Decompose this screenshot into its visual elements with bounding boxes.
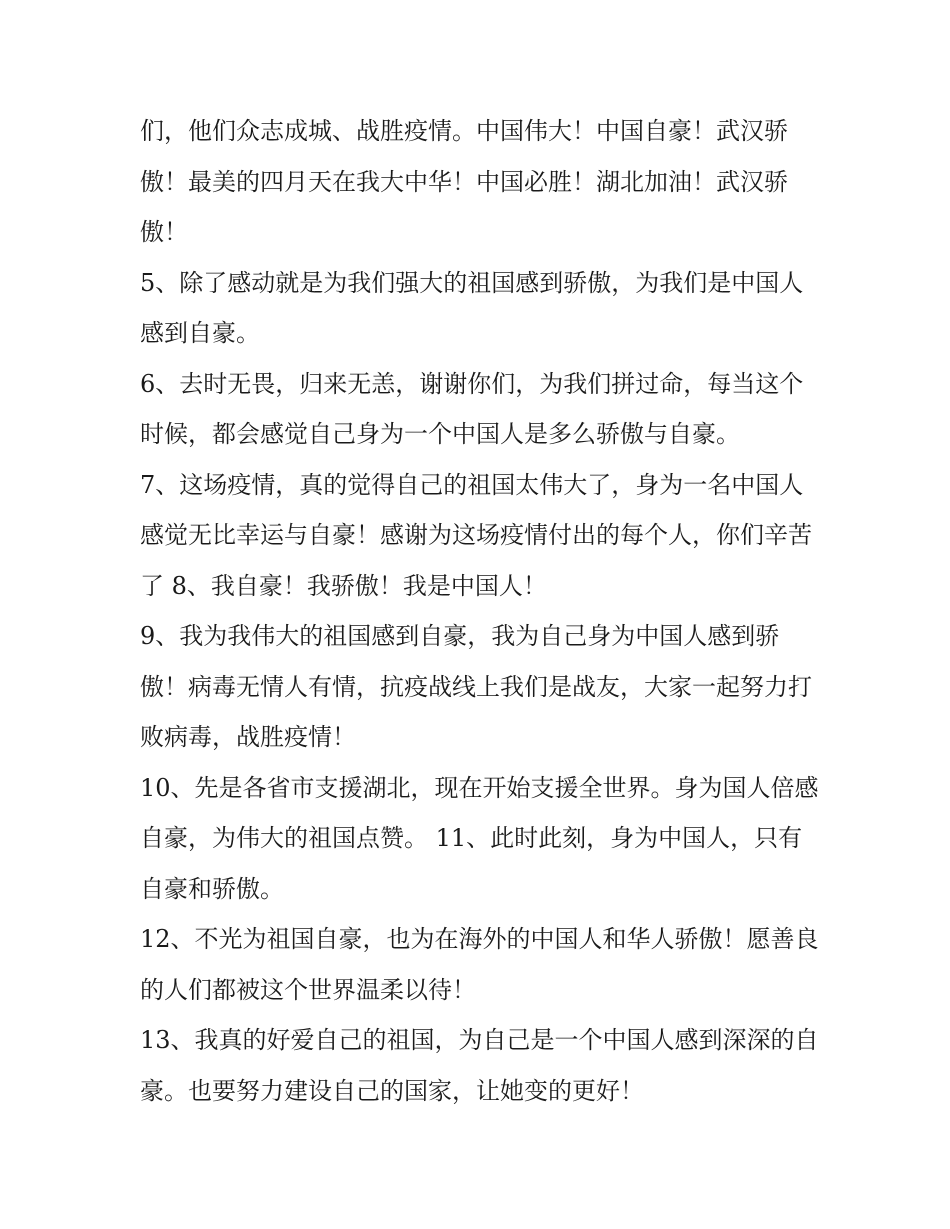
paragraph-item-12: 12、不光为祖国自豪，也为在海外的中国人和华人骄傲！愿善良的人们都被这个世界温柔以待！ bbox=[140, 925, 819, 1004]
paragraph-item-9: 9、我为我伟大的祖国感到自豪，我为自己身为中国人感到骄傲！病毒无情人有情，抗疫战线上我们是战友，大家一起努力打败病毒，战胜疫情！ bbox=[140, 622, 812, 751]
paragraph-item-10-11: 10、先是各省市支援湖北，现在开始支援全世界。身为国人倍感自豪，为伟大的祖国点赞。 11、此时此刻，身为中国人，只有自豪和骄傲。 bbox=[140, 773, 819, 903]
paragraph-item-5: 5、除了感动就是为我们强大的祖国感到骄傲，为我们是中国人感到自豪。 bbox=[140, 268, 804, 347]
paragraph-item-6: 6、去时无畏，归来无恙，谢谢你们，为我们拼过命，每当这个时候，都会感觉自己身为一个中国人是多么骄傲与自豪。 bbox=[140, 369, 804, 448]
document-body bbox=[140, 106, 820, 1116]
paragraph-item-13: 13、我真的好爱自己的祖国，为自己是一个中国人感到深深的自豪。也要努力建设自己的国家，让她变的更好！ bbox=[140, 1026, 819, 1105]
paragraph-item-7-8: 7、这场疫情，真的觉得自己的祖国太伟大了，身为一名中国人感觉无比幸运与自豪！感谢为这场疫情付出的每个人，你们辛苦了 8、我自豪！我骄傲！我是中国人！ bbox=[140, 470, 812, 600]
paragraph-continuation: 们，他们众志成城、战胜疫情。中国伟大！中国自豪！武汉骄傲！最美的四月天在我大中华！中国必胜！湖北加油！武汉骄傲！ bbox=[140, 117, 788, 246]
